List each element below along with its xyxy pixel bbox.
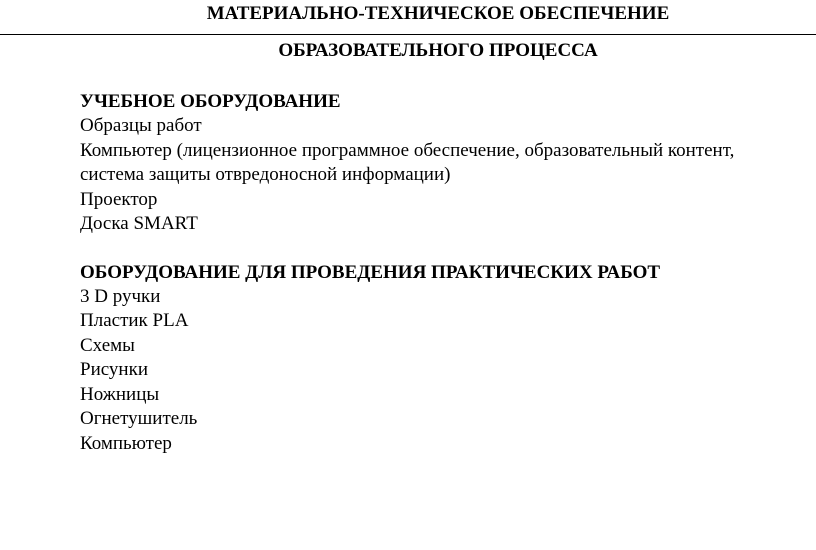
- page-title-line-1: МАТЕРИАЛЬНО-ТЕХНИЧЕСКОЕ ОБЕСПЕЧЕНИЕ: [206, 3, 670, 24]
- section-educational-equipment: [80, 90, 800, 237]
- list-item: Огнетушитель: [80, 408, 198, 429]
- section-practical-equipment: [80, 261, 800, 457]
- list-item: Пластик PLA: [80, 310, 189, 331]
- list-item: Доска SMART: [80, 213, 198, 234]
- page-title-line-2: ОБРАЗОВАТЕЛЬНОГО ПРОЦЕССА: [278, 40, 598, 61]
- list-item: Проектор: [80, 188, 158, 210]
- list-item: Рисунки: [80, 359, 148, 380]
- list-item: Ножницы: [80, 383, 160, 405]
- list-item: 3 D ручки: [80, 285, 161, 307]
- list-item: Компьютер: [80, 432, 172, 454]
- list-item: Компьютер (лицензионное программное обеспечение, образовательный контент, система защиты отвредоносной информации): [80, 139, 735, 185]
- list-item: Схемы: [80, 334, 135, 356]
- header-divider: [0, 34, 816, 35]
- document-body: [80, 90, 800, 456]
- section-heading: ОБОРУДОВАНИЕ ДЛЯ ПРОВЕДЕНИЯ ПРАКТИЧЕСКИХ РАБОТ: [80, 261, 661, 283]
- section-heading: УЧЕБНОЕ ОБОРУДОВАНИЕ: [80, 91, 341, 112]
- list-item: Образцы работ: [80, 115, 202, 136]
